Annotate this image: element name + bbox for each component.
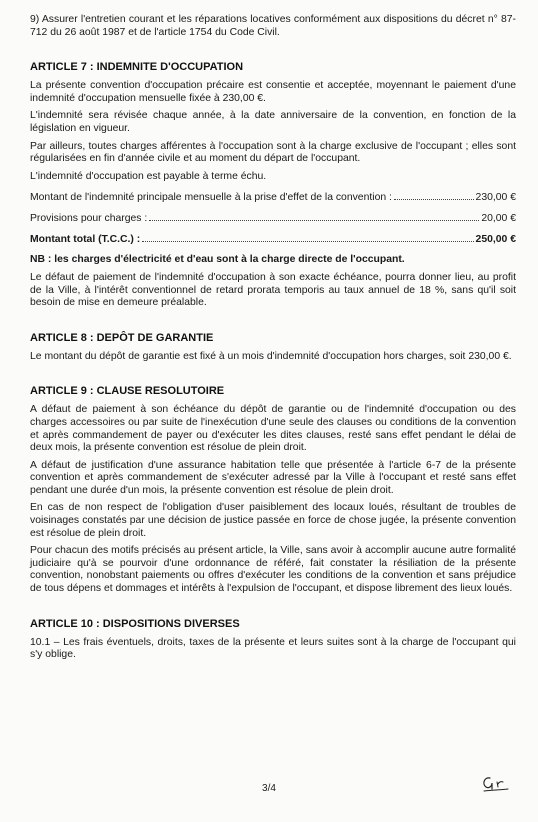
- amount-label: Montant total (T.C.C.) :: [30, 234, 141, 246]
- article-7-nb-note: NB : les charges d'électricité et d'eau sont à la charge directe de l'occupant.: [30, 254, 405, 266]
- document-body: [30, 14, 516, 662]
- article-10-paragraph-1: 10.1 – Les frais éventuels, droits, taxes de la présente et leurs suites sont à la charge de l'occupant qui s'y oblige.: [30, 636, 516, 661]
- article-7-paragraph-4: L'indemnité d'occupation est payable à terme échu.: [30, 170, 267, 182]
- amount-value: 20,00 €: [481, 213, 516, 225]
- clause-item-9: 9) Assurer l'entretien courant et les réparations locatives conformément aux dispositions du décret n° 87-712 du 26 août 1987 et de l'article 1754 du Code Civil.: [30, 14, 516, 38]
- initials-signature-icon: [478, 772, 518, 796]
- article-9-paragraph-4: Pour chacun des motifs précisés au présent article, la Ville, sans avoir à accomplir aucune autre formalité judiciaire qu'à se pourvoir d'une ordonnance de référé, fait constater la résiliation de la présente convention, nonobstant paiements ou offres d'exécuter les conditions de la convention et sans préjudice de tous dépens et dommages et intérêts à l'expulsion de l'occupant, et dispose librement des lieux loués.: [30, 545, 516, 595]
- amount-value: 250,00 €: [475, 234, 516, 246]
- article-9: [30, 385, 516, 595]
- amount-label: Montant de l'indemnité principale mensuelle à la prise d'effet de la convention :: [30, 192, 392, 204]
- article-8-title: ARTICLE 8 : DEPÔT DE GARANTIE: [30, 331, 214, 344]
- article-7-paragraph-2: L'indemnité sera révisée chaque année, à la date anniversaire de la convention, en fonction de la législation en vigueur.: [30, 110, 516, 134]
- amount-row-principal: [30, 191, 516, 204]
- article-7-paragraph-3: Par ailleurs, toutes charges afférentes à l'occupation sont à la charge exclusive de l'occupant ; elles sont régularisées en fin d'année civile et au moment du départ de l'occupant.: [30, 140, 516, 165]
- article-7-paragraph-5: Le défaut de paiement de l'indemnité d'occupation à son exacte échéance, pourra donner lieu, au profit de la Ville, à l'intérêt conventionnel de retard prorata temporis au taux annuel de 18 %, sans qu'il soit besoin de mise en demeure préalable.: [30, 271, 516, 309]
- article-8: [30, 332, 516, 364]
- amount-value: 230,00 €: [475, 192, 516, 204]
- handwritten-initials: [478, 772, 518, 801]
- amount-row-charges: [30, 212, 516, 225]
- amount-label: Provisions pour charges :: [30, 213, 148, 225]
- article-10: [30, 618, 516, 662]
- dot-leader: [149, 219, 479, 221]
- article-10-title: ARTICLE 10 : DISPOSITIONS DIVERSES: [30, 617, 240, 630]
- dot-leader: [142, 240, 473, 242]
- article-7-title: ARTICLE 7 : INDEMNITE D'OCCUPATION: [30, 61, 244, 74]
- dot-leader: [394, 198, 474, 200]
- article-9-paragraph-2: A défaut de justification d'une assurance habitation telle que présentée à l'article 6-7 de la présente convention et après commandement de s'exécuter adressé par la Ville à l'occupant et resté sans effet pendant une durée d'un mois, la présente convention est résolue de plein droit.: [30, 459, 516, 496]
- page-number: 3/4: [262, 783, 276, 794]
- article-9-title: ARTICLE 9 : CLAUSE RESOLUTOIRE: [30, 385, 225, 398]
- article-8-paragraph-1: Le montant du dépôt de garantie est fixé à un mois d'indemnité d'occupation hors charges, soit 230,00 €.: [30, 350, 512, 362]
- amount-row-total: [30, 233, 516, 246]
- article-9-paragraph-1: A défaut de paiement à son échéance du dépôt de garantie ou de l'indemnité d'occupation ou des charges accessoires ou par suite de l'inexécution d'une seule des clauses ou conditions de la convention et après commandement de payer ou d'exécuter les dites clauses, resté sans effet pendant le délai de deux mois, la présente convention est résolue de plein droit.: [30, 404, 516, 454]
- article-7-paragraph-1: La présente convention d'occupation précaire est consentie et acceptée, moyennant le paiement d'une indemnité d'occupation mensuelle fixée à 230,00 €.: [30, 80, 516, 104]
- article-9-paragraph-3: En cas de non respect de l'obligation d'user paisiblement des locaux loués, résultant de troubles de voisinages constatés par une décision de justice passée en force de chose jugée, la présente convention est résolue de plein droit.: [30, 502, 516, 539]
- article-7: [30, 61, 516, 310]
